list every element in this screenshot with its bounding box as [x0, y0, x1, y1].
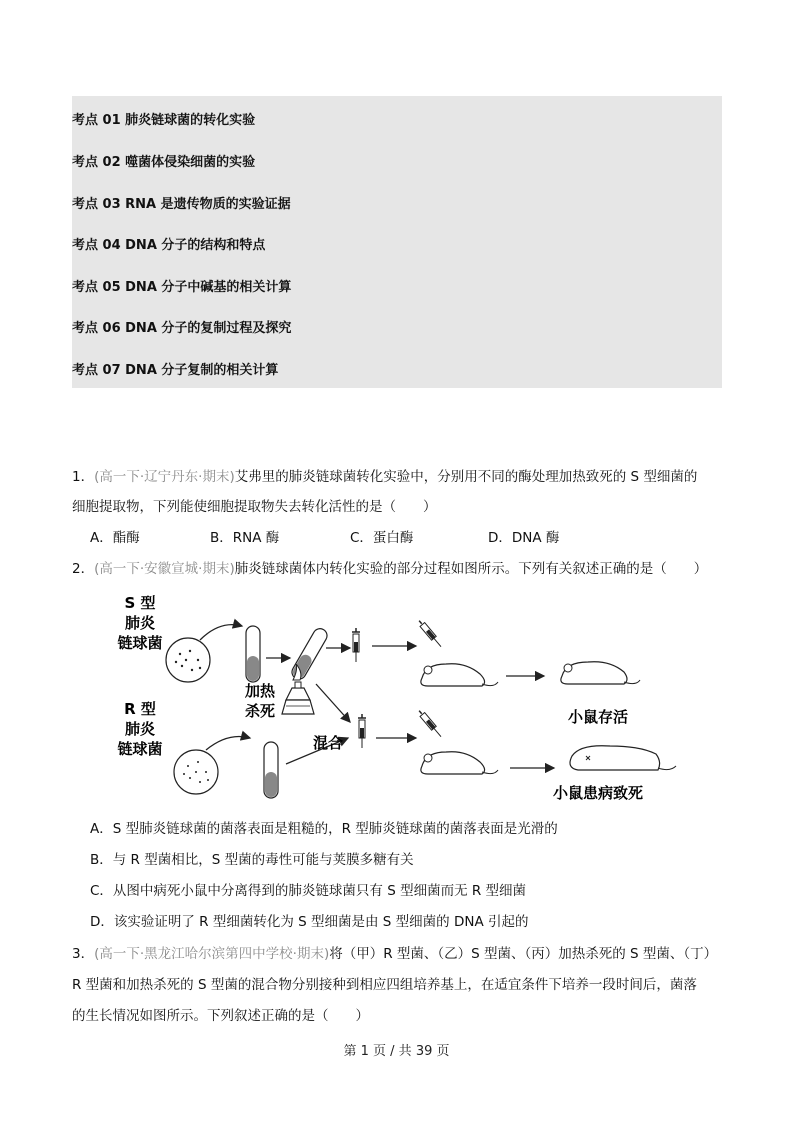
r-culture-dish — [174, 750, 218, 794]
toc-box — [72, 96, 722, 388]
survive-label: 小鼠存活 — [567, 708, 629, 726]
q2-source: (高一下·安徽宣城·期末) — [94, 561, 235, 577]
alcohol-lamp — [282, 664, 314, 714]
heat-kill-label-2: 杀死 — [244, 702, 276, 720]
transformation-experiment-figure — [110, 588, 680, 808]
q2-number: 2． — [72, 561, 95, 577]
toc-item-04: 考点 04 DNA 分子的结构和特点 — [72, 238, 266, 253]
r-label-1: R 型 — [124, 700, 156, 718]
s-culture-dish — [166, 638, 210, 682]
die-label: 小鼠患病致死 — [552, 784, 644, 802]
injected-mouse-bottom — [417, 709, 498, 774]
dead-mouse — [570, 746, 676, 770]
q2-option-d: D．该实验证明了 R 型细菌转化为 S 型细菌是由 S 型细菌的 DNA 引起的 — [90, 914, 529, 930]
r-label-2: 肺炎 — [124, 720, 156, 738]
syringe-mix — [358, 714, 366, 748]
injected-mouse-top — [417, 619, 498, 686]
heat-kill-label-1: 加热 — [244, 682, 276, 700]
q2-option-a: A．S 型肺炎链球菌的菌落表面是粗糙的，R 型肺炎链球菌的菌落表面是光滑的 — [90, 821, 558, 837]
s-label-2: 肺炎 — [124, 614, 156, 632]
toc-item-02: 考点 02 噬菌体侵染细菌的实验 — [72, 155, 256, 170]
r-test-tube — [264, 742, 278, 798]
q2-option-c: C．从图中病死小鼠中分离得到的肺炎链球菌只有 S 型细菌而无 R 型细菌 — [90, 883, 527, 899]
s-label-3: 链球菌 — [117, 634, 163, 652]
q3-source: (高一下·黑龙江哈尔滨第四中学校·期末) — [94, 946, 330, 962]
mix-label: 混合 — [312, 734, 344, 752]
s-label-1: S 型 — [124, 594, 156, 612]
q1-option-c: C．蛋白酶 — [350, 530, 414, 546]
toc-item-06: 考点 06 DNA 分子的复制过程及探究 — [72, 321, 292, 336]
q3-line1 — [72, 945, 717, 963]
r-label-3: 链球菌 — [117, 740, 163, 758]
q3-number: 3． — [72, 946, 95, 962]
toc-item-07: 考点 07 DNA 分子复制的相关计算 — [72, 363, 279, 378]
s-test-tube — [246, 626, 260, 682]
q3-line2: R 型菌和加热杀死的 S 型菌的混合物分别接种到相应四组培养基上，在适宜条件下培养一段时间后，菌落 — [72, 977, 697, 993]
page-footer: 第 1 页 / 共 39 页 — [343, 1044, 450, 1059]
q1-option-a: A．酯酶 — [90, 530, 140, 546]
q2-line1 — [72, 560, 707, 578]
q1-option-d: D．DNA 酶 — [488, 530, 560, 546]
q1-source: (高一下·辽宁丹东·期末) — [94, 469, 235, 485]
q1-text1: 艾弗里的肺炎链球菌转化实验中，分别用不同的酶处理加热致死的 S 型细菌的 — [234, 469, 698, 485]
surviving-mouse — [561, 662, 640, 684]
q1-line1 — [72, 468, 697, 486]
q3-text1: 将（甲）R 型菌、（乙）S 型菌、（丙）加热杀死的 S 型菌、（丁） — [329, 946, 718, 962]
q2-option-b: B．与 R 型菌相比，S 型菌的毒性可能与荚膜多糖有关 — [90, 852, 414, 868]
q1-number: 1． — [72, 469, 95, 485]
toc-item-01: 考点 01 肺炎链球菌的转化实验 — [72, 113, 256, 128]
q1-option-b: B．RNA 酶 — [210, 530, 280, 546]
q1-line2: 细胞提取物，下列能使细胞提取物失去转化活性的是（ ） — [72, 499, 437, 515]
q2-stem: 肺炎链球菌体内转化实验的部分过程如图所示。下列有关叙述正确的是（ ） — [234, 561, 708, 577]
q3-line3: 的生长情况如图所示。下列叙述正确的是（ ） — [72, 1008, 369, 1024]
toc-item-05: 考点 05 DNA 分子中碱基的相关计算 — [72, 280, 292, 295]
toc-item-03: 考点 03 RNA 是遗传物质的实验证据 — [72, 197, 291, 212]
syringe-top — [352, 628, 360, 662]
